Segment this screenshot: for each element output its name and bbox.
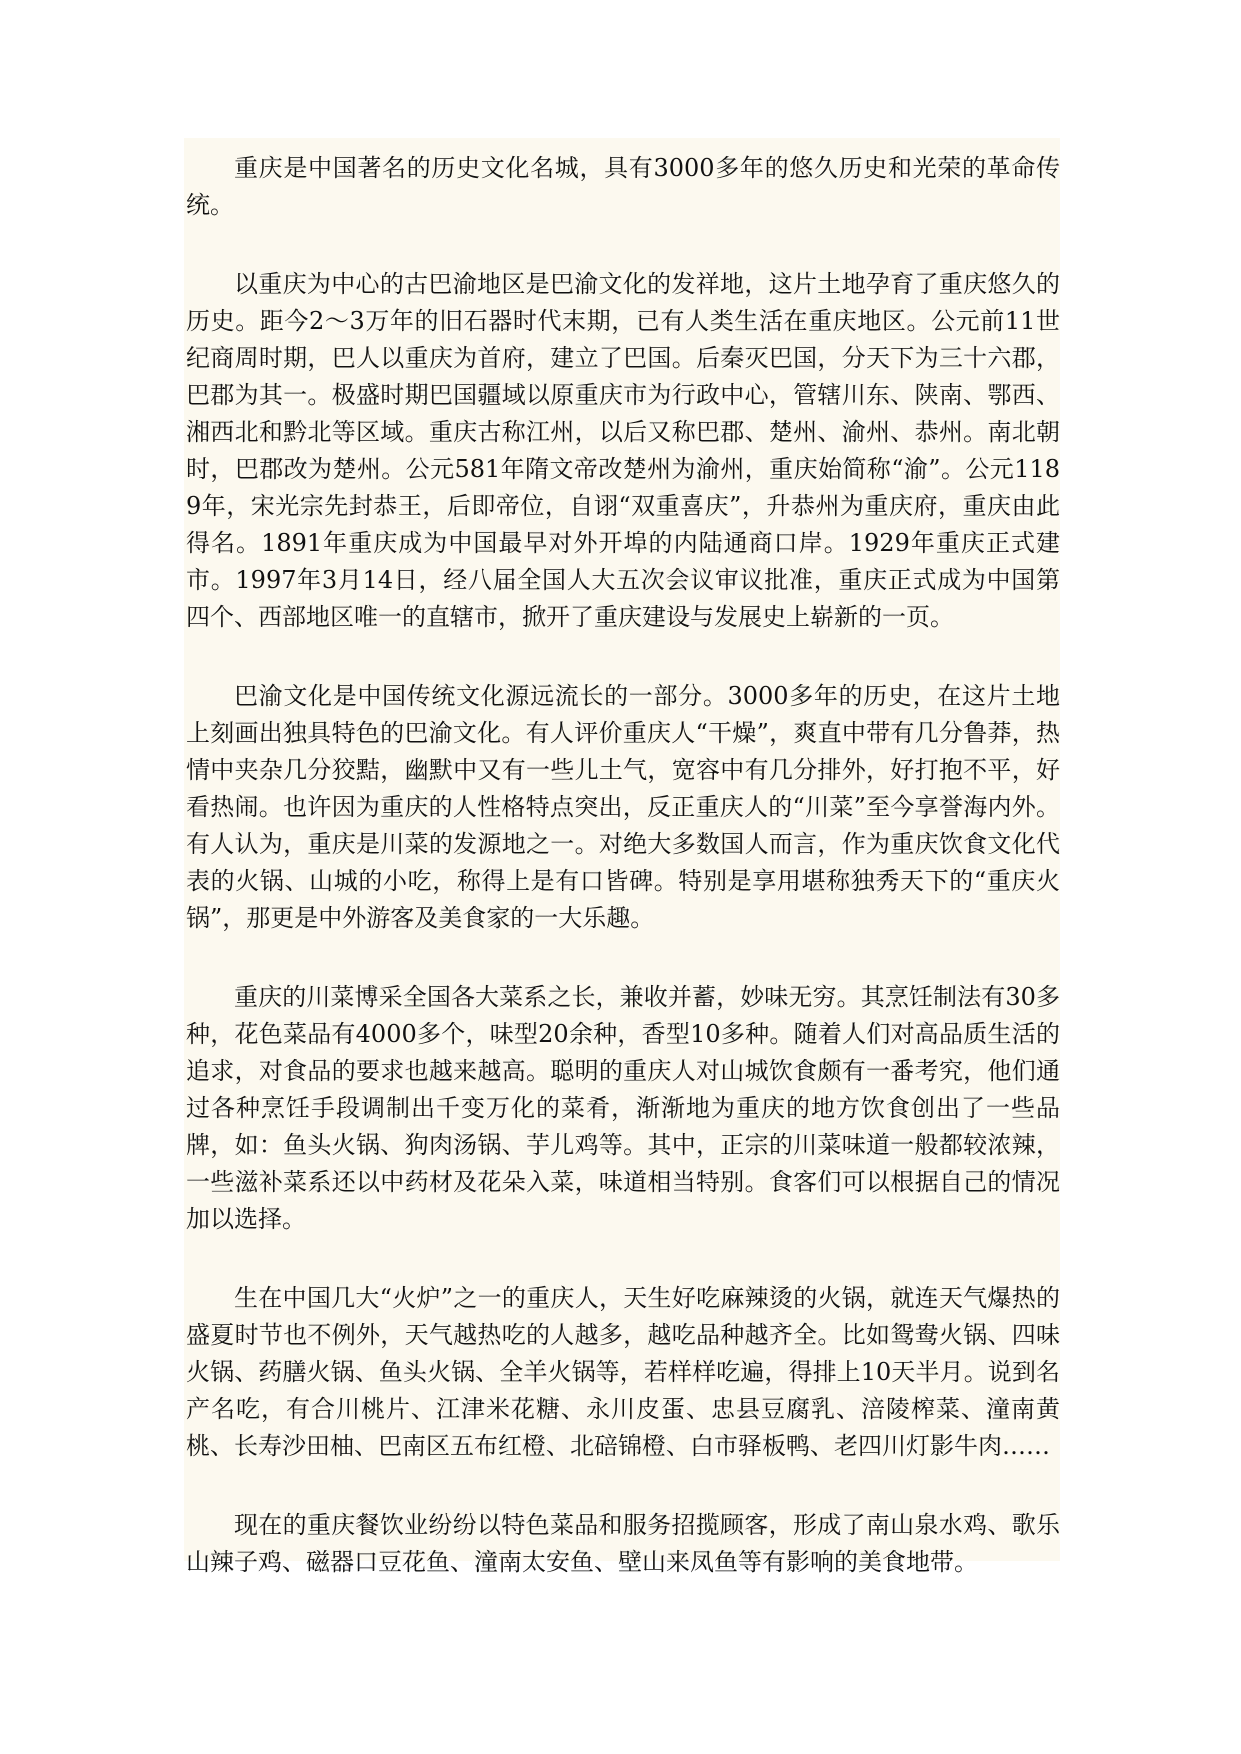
paragraph-hotpot-and-specialties: 生在中国几大“火炉”之一的重庆人，天生好吃麻辣烫的火锅，就连天气爆热的盛夏时节也不例外，天气越热吃的人越多，越吃品种越齐全。比如鸳鸯火锅、四味火锅、药膳火锅、鱼头火锅、全羊火锅等，若样样吃遍，得排上10天半月。说到名产名吃，有合川桃片、江津米花糖、永川皮蛋、忠县豆腐乳、涪陵榨菜、潼南黄桃、长寿沙田柚、巴南区五布红橙、北碚锦橙、白市驿板鸭、老四川灯影牛肉…… xyxy=(186,1284,1060,1460)
paragraph-history: 以重庆为中心的古巴渝地区是巴渝文化的发祥地，这片土地孕育了重庆悠久的历史。距今2～3万年的旧石器时代末期，已有人类生活在重庆地区。公元前11世纪商周时期，巴人以重庆为首府，建立了巴国。后秦灭巴国，分天下为三十六郡，巴郡为其一。极盛时期巴国疆域以原重庆市为行政中心，管辖川东、陕南、鄂西、湘西北和黔北等区域。重庆古称江州，以后又称巴郡、楚州、渝州、恭州。南北朝时，巴郡改为楚州。公元581年隋文帝改楚州为渝州，重庆始简称“渝”。公元1189年，宋光宗先封恭王，后即帝位，自诩“双重喜庆”，升恭州为重庆府，重庆由此得名。1891年重庆成为中国最早对外开埠的内陆通商口岸。1929年重庆正式建市。1997年3月14日，经八届全国人大五次会议审议批准，重庆正式成为中国第四个、西部地区唯一的直辖市，掀开了重庆建设与发展史上崭新的一页。 xyxy=(186,270,1060,631)
document-text-block xyxy=(184,138,1060,1576)
paragraph-intro: 重庆是中国著名的历史文化名城，具有3000多年的悠久历史和光荣的革命传统。 xyxy=(186,154,1060,219)
paragraph-sichuan-cuisine: 重庆的川菜博采全国各大菜系之长，兼收并蓄，妙味无穷。其烹饪制法有30多种，花色菜品有4000多个，味型20余种，香型10多种。随着人们对高品质生活的追求，对食品的要求也越来越高。聪明的重庆人对山城饮食颇有一番考究，他们通过各种烹饪手段调制出千变万化的菜肴，渐渐地为重庆的地方饮食创出了一些品牌，如：鱼头火锅、狗肉汤锅、芋儿鸡等。其中，正宗的川菜味道一般都较浓辣，一些滋补菜系还以中药材及花朵入菜，味道相当特别。食客们可以根据自己的情况加以选择。 xyxy=(186,983,1060,1233)
paragraph-bayu-culture: 巴渝文化是中国传统文化源远流长的一部分。3000多年的历史，在这片土地上刻画出独具特色的巴渝文化。有人评价重庆人“干燥”，爽直中带有几分鲁莽，热情中夹杂几分狡黠，幽默中又有一些儿土气，宽容中有几分排外，好打抱不平，好看热闹。也许因为重庆的人性格特点突出，反正重庆人的“川菜”至今享誉海内外。有人认为，重庆是川菜的发源地之一。对绝大多数国人而言，作为重庆饮食文化代表的火锅、山城的小吃，称得上是有口皆碑。特别是享用堪称独秀天下的“重庆火锅”，那更是中外游客及美食家的一大乐趣。 xyxy=(186,682,1060,932)
paragraph-food-districts: 现在的重庆餐饮业纷纷以特色菜品和服务招揽顾客，形成了南山泉水鸡、歌乐山辣子鸡、磁器口豆花鱼、潼南太安鱼、壁山来凤鱼等有影响的美食地带。 xyxy=(186,1511,1060,1576)
